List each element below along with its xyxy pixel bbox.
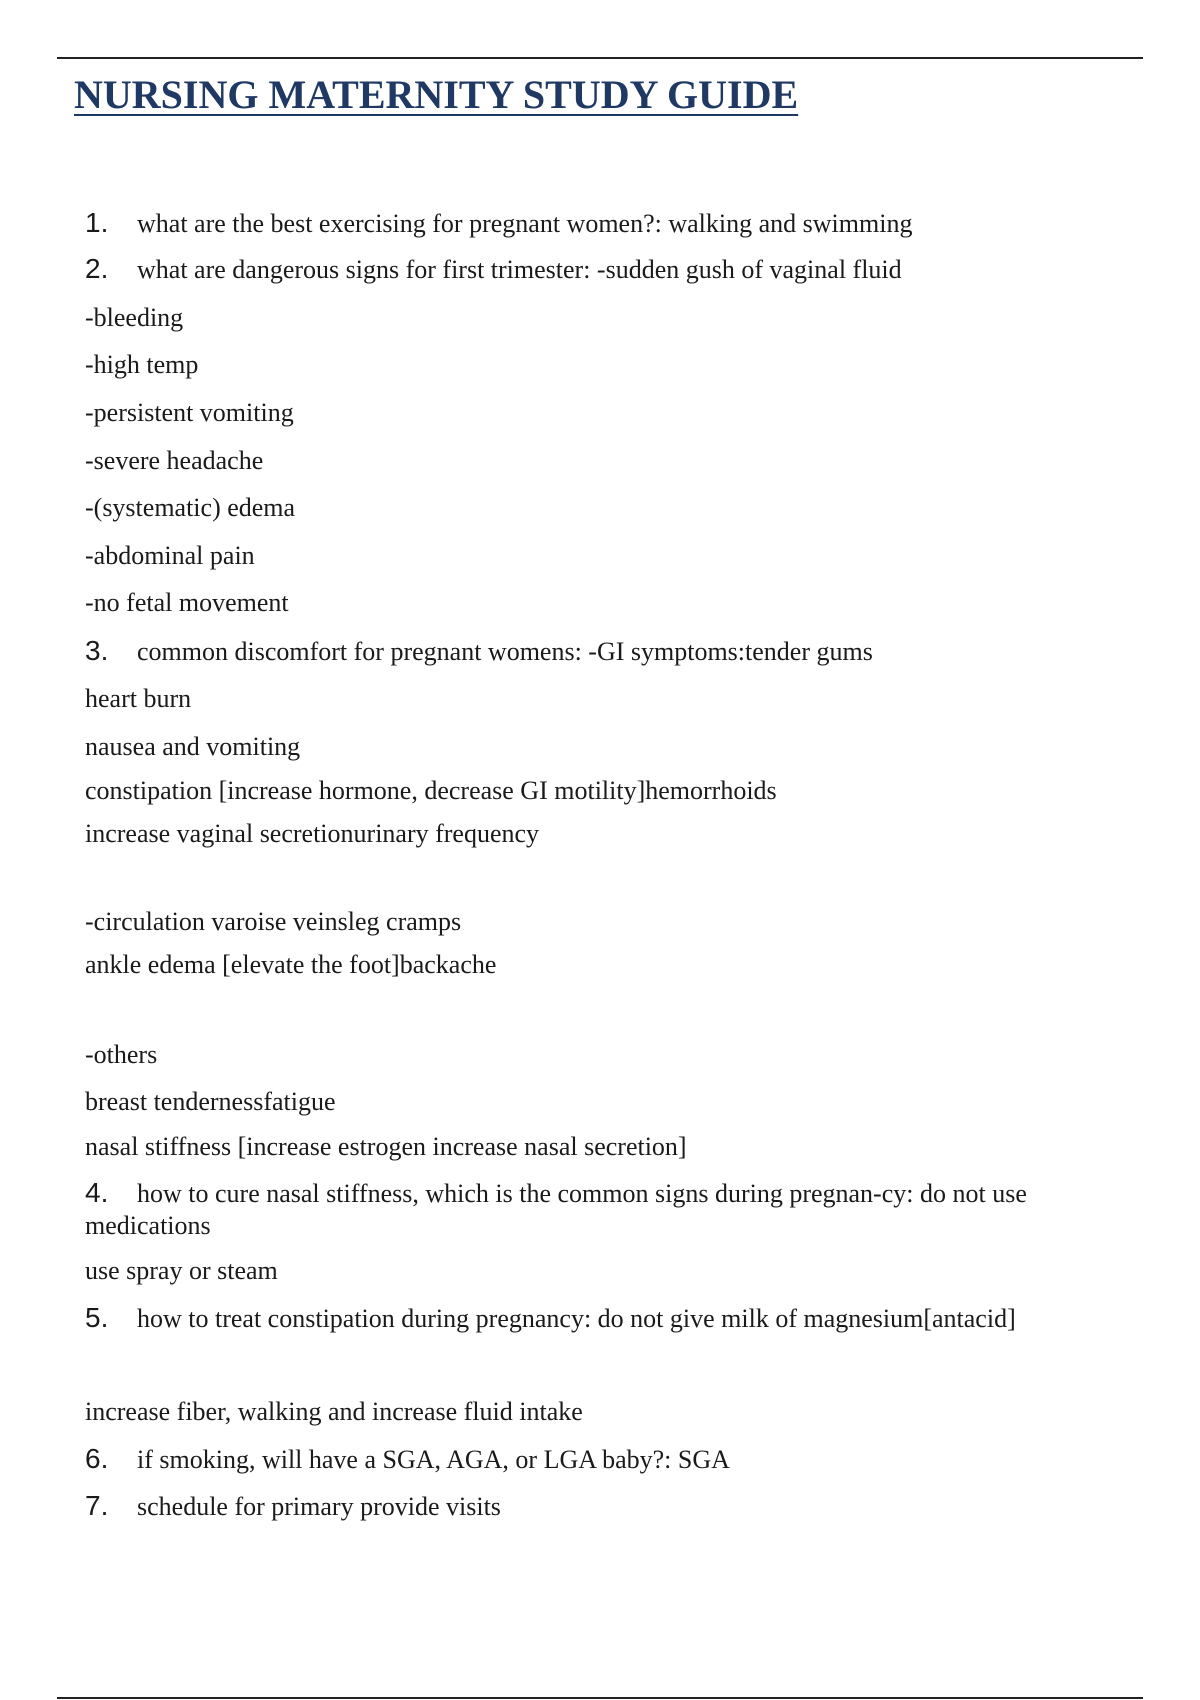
text-line: breast tendernessfatigue — [85, 1087, 336, 1116]
item-text: common discomfort for pregnant womens: -GI symptoms:tender gums — [137, 637, 873, 666]
text-line: -circulation varoise veinsleg cramps — [85, 907, 462, 936]
list-item-4 — [85, 1177, 1135, 1242]
item-text: what are dangerous signs for first trimester: -sudden gush of vaginal fluid — [137, 255, 902, 284]
text-line: nausea and vomiting — [85, 732, 301, 761]
list-item-3 — [85, 635, 873, 668]
list-item-5 — [85, 1302, 1016, 1335]
item-number: 3. — [85, 635, 109, 666]
text-line: constipation [increase hormone, decrease GI motility]hemorrhoids — [85, 776, 777, 805]
text-line: -persistent vomiting — [85, 398, 294, 427]
text-line: -no fetal movement — [85, 588, 289, 617]
item-text: how to treat constipation during pregnancy: do not give milk of magnesium[antacid] — [137, 1304, 1016, 1333]
item-text: if smoking, will have a SGA, AGA, or LGA baby?: SGA — [137, 1445, 730, 1474]
text-line: increase fiber, walking and increase fluid intake — [85, 1397, 583, 1426]
item-number: 6. — [85, 1443, 109, 1474]
text-line: -others — [85, 1040, 158, 1069]
item-text: what are the best exercising for pregnant women?: walking and swimming — [137, 209, 913, 238]
item-number: 1. — [85, 207, 109, 238]
text-line: ankle edema [elevate the foot]backache — [85, 950, 497, 979]
text-line: -severe headache — [85, 446, 264, 475]
text-line: -abdominal pain — [85, 541, 255, 570]
list-item-6 — [85, 1443, 730, 1476]
list-item-2 — [85, 253, 902, 286]
document-title: NURSING MATERNITY STUDY GUIDE — [74, 72, 799, 117]
item-number: 5. — [85, 1302, 109, 1333]
text-line: -(systematic) edema — [85, 493, 296, 522]
item-text: how to cure nasal stiffness, which is the common signs during pregnan-cy: do not use medications — [85, 1179, 1027, 1240]
list-item-7 — [85, 1490, 501, 1523]
text-line: increase vaginal secretionurinary frequency — [85, 819, 540, 848]
bottom-rule — [57, 1697, 1143, 1699]
text-line: -bleeding — [85, 303, 184, 332]
item-number: 2. — [85, 253, 109, 284]
text-line: heart burn — [85, 684, 192, 713]
top-rule — [57, 57, 1143, 59]
item-number: 7. — [85, 1490, 109, 1521]
text-line: use spray or steam — [85, 1256, 278, 1285]
text-line: nasal stiffness [increase estrogen increase nasal secretion] — [85, 1132, 687, 1161]
list-item-1 — [85, 207, 912, 240]
item-text: schedule for primary provide visits — [137, 1492, 501, 1521]
item-number: 4. — [85, 1177, 109, 1208]
text-line: -high temp — [85, 350, 199, 379]
